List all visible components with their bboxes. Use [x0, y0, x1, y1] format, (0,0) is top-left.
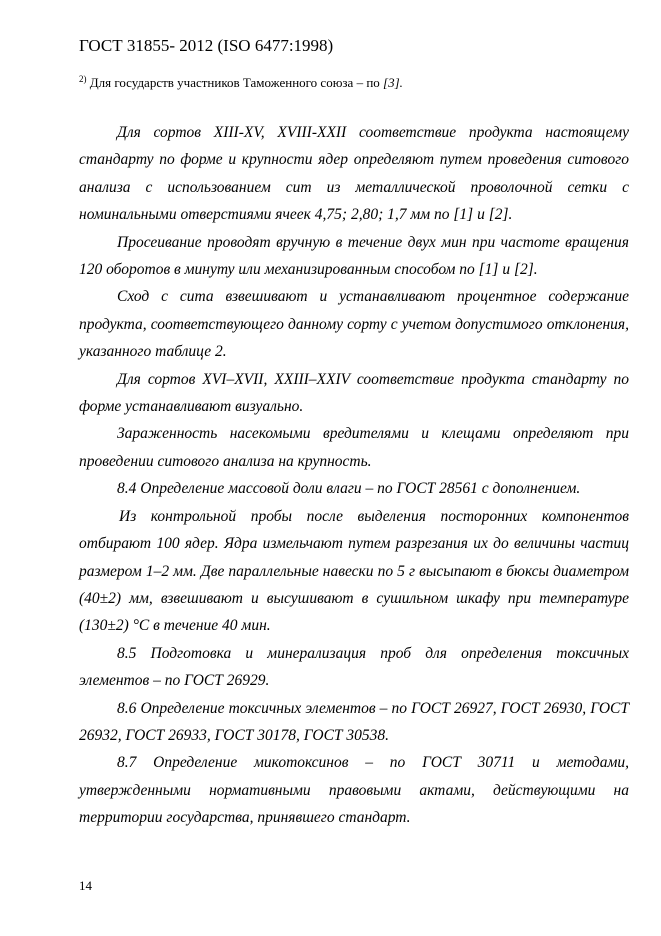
paragraph-infestation: Зараженность насекомыми вредителями и клещами определяют при проведении ситового анализа на крупность.	[79, 425, 629, 470]
footnote-text: Для государств участников Таможенного союза – по	[86, 75, 384, 90]
footnote-marker: 2)	[79, 74, 87, 84]
paragraph-visual-check: Для сортов XVI–XVII, XXIII–XXIV соответствие продукта стандарту по форме устанавливают визуально.	[79, 370, 629, 416]
paragraph-oversize-weighing: Сход с сита взвешивают и устанавливают процентное содержание продукта, соответствующего данному сорту с учетом допустимого отклонения, указанного таблице 2.	[79, 288, 629, 361]
body-text	[79, 119, 629, 832]
page-number: 14	[79, 878, 92, 893]
paragraph-moisture-method: Из контрольной пробы после выделения посторонних компонентов отбирают 100 ядер. Ядра измельчают путем разрезания их до величины частиц размером 1–2 мм. Две параллельные навески по 5 г высыпают в бюксы диаметром (40±2) мм, взвешивают и высушивают в сушильном шкафу при температуре (130±2) °С в течение 40 мин.	[79, 507, 629, 635]
paragraph-sieve-analysis: Для сортов XIII-XV, XVIII-XXII соответствие продукта настоящему стандарту по форме и крупности ядер определяют путем проведения ситового анализа с использованием сит из металлической проволочной сетки с номинальными отверстиями ячеек 4,75; 2,80; 1,7 мм по [1] и [2].	[79, 124, 629, 224]
document-header: ГОСТ 31855- 2012 (ISO 6477:1998)	[79, 36, 334, 55]
footnote-reference: [3].	[383, 75, 403, 90]
footnote	[79, 74, 403, 91]
section-8-5: 8.5 Подготовка и минерализация проб для определения токсичных элементов – по ГОСТ 26929.	[79, 644, 629, 690]
section-8-4-heading: 8.4 Определение массовой доли влаги – по ГОСТ 28561 с дополнением.	[117, 480, 581, 498]
section-8-7: 8.7 Определение микотоксинов – по ГОСТ 30711 и методами, утвержденными нормативными правовыми актами, действующими на территории государства, принявшего стандарт.	[79, 754, 629, 827]
section-8-6: 8.6 Определение токсичных элементов – по ГОСТ 26927, ГОСТ 26930, ГОСТ 26932, ГОСТ 26933, ГОСТ 30178, ГОСТ 30538.	[79, 699, 629, 744]
paragraph-sifting: Просеивание проводят вручную в течение двух мин при частоте вращения 120 оборотов в минуту или механизированным способом по [1] и [2].	[79, 233, 629, 279]
